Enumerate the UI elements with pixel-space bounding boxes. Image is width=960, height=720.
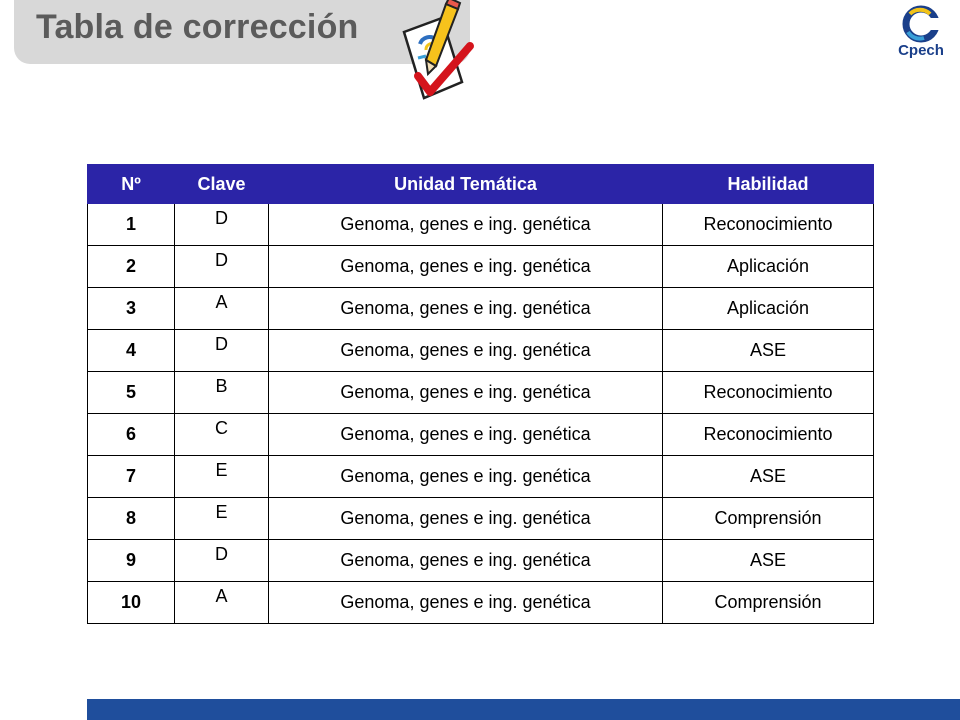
row-unidad: Genoma, genes e ing. genética [269,372,663,414]
row-habilidad: ASE [663,330,874,372]
row-num: 9 [88,540,175,582]
row-clave: E [175,498,269,540]
row-clave: C [175,414,269,456]
row-unidad: Genoma, genes e ing. genética [269,414,663,456]
cpech-logo-icon [888,4,954,44]
row-habilidad: Comprensión [663,582,874,624]
row-clave: B [175,372,269,414]
row-clave: D [175,540,269,582]
row-clave: D [175,330,269,372]
row-clave: A [175,582,269,624]
pencil-checklist-icon [396,0,480,104]
row-habilidad: Reconocimiento [663,204,874,246]
table-row [88,330,874,372]
header-num: Nº [88,165,175,204]
table-row [88,372,874,414]
row-clave: D [175,246,269,288]
row-clave: A [175,288,269,330]
row-habilidad: Aplicación [663,246,874,288]
row-unidad: Genoma, genes e ing. genética [269,456,663,498]
row-habilidad: Comprensión [663,498,874,540]
row-num: 10 [88,582,175,624]
row-num: 4 [88,330,175,372]
logo-text: Cpech [898,42,944,59]
row-unidad: Genoma, genes e ing. genética [269,246,663,288]
footer-bar [87,699,960,720]
header-clave: Clave [175,165,269,204]
row-unidad: Genoma, genes e ing. genética [269,582,663,624]
row-num: 2 [88,246,175,288]
row-num: 1 [88,204,175,246]
header-habilidad: Habilidad [663,165,874,204]
row-num: 8 [88,498,175,540]
row-unidad: Genoma, genes e ing. genética [269,540,663,582]
table-row [88,204,874,246]
table-row [88,246,874,288]
cpech-logo [888,4,954,66]
row-clave: D [175,204,269,246]
answer-key-table [87,164,874,624]
row-num: 3 [88,288,175,330]
page-title: Tabla de corrección [36,8,359,46]
row-habilidad: ASE [663,456,874,498]
row-habilidad: Aplicación [663,288,874,330]
table-row [88,540,874,582]
table-row [88,456,874,498]
row-unidad: Genoma, genes e ing. genética [269,330,663,372]
row-num: 6 [88,414,175,456]
header-unidad: Unidad Temática [269,165,663,204]
row-habilidad: Reconocimiento [663,372,874,414]
row-unidad: Genoma, genes e ing. genética [269,498,663,540]
table-row [88,288,874,330]
row-habilidad: Reconocimiento [663,414,874,456]
row-num: 5 [88,372,175,414]
row-habilidad: ASE [663,540,874,582]
row-unidad: Genoma, genes e ing. genética [269,288,663,330]
row-clave: E [175,456,269,498]
table-row [88,414,874,456]
table-row [88,498,874,540]
table-row [88,582,874,624]
row-num: 7 [88,456,175,498]
table-header-row [88,165,874,204]
row-unidad: Genoma, genes e ing. genética [269,204,663,246]
